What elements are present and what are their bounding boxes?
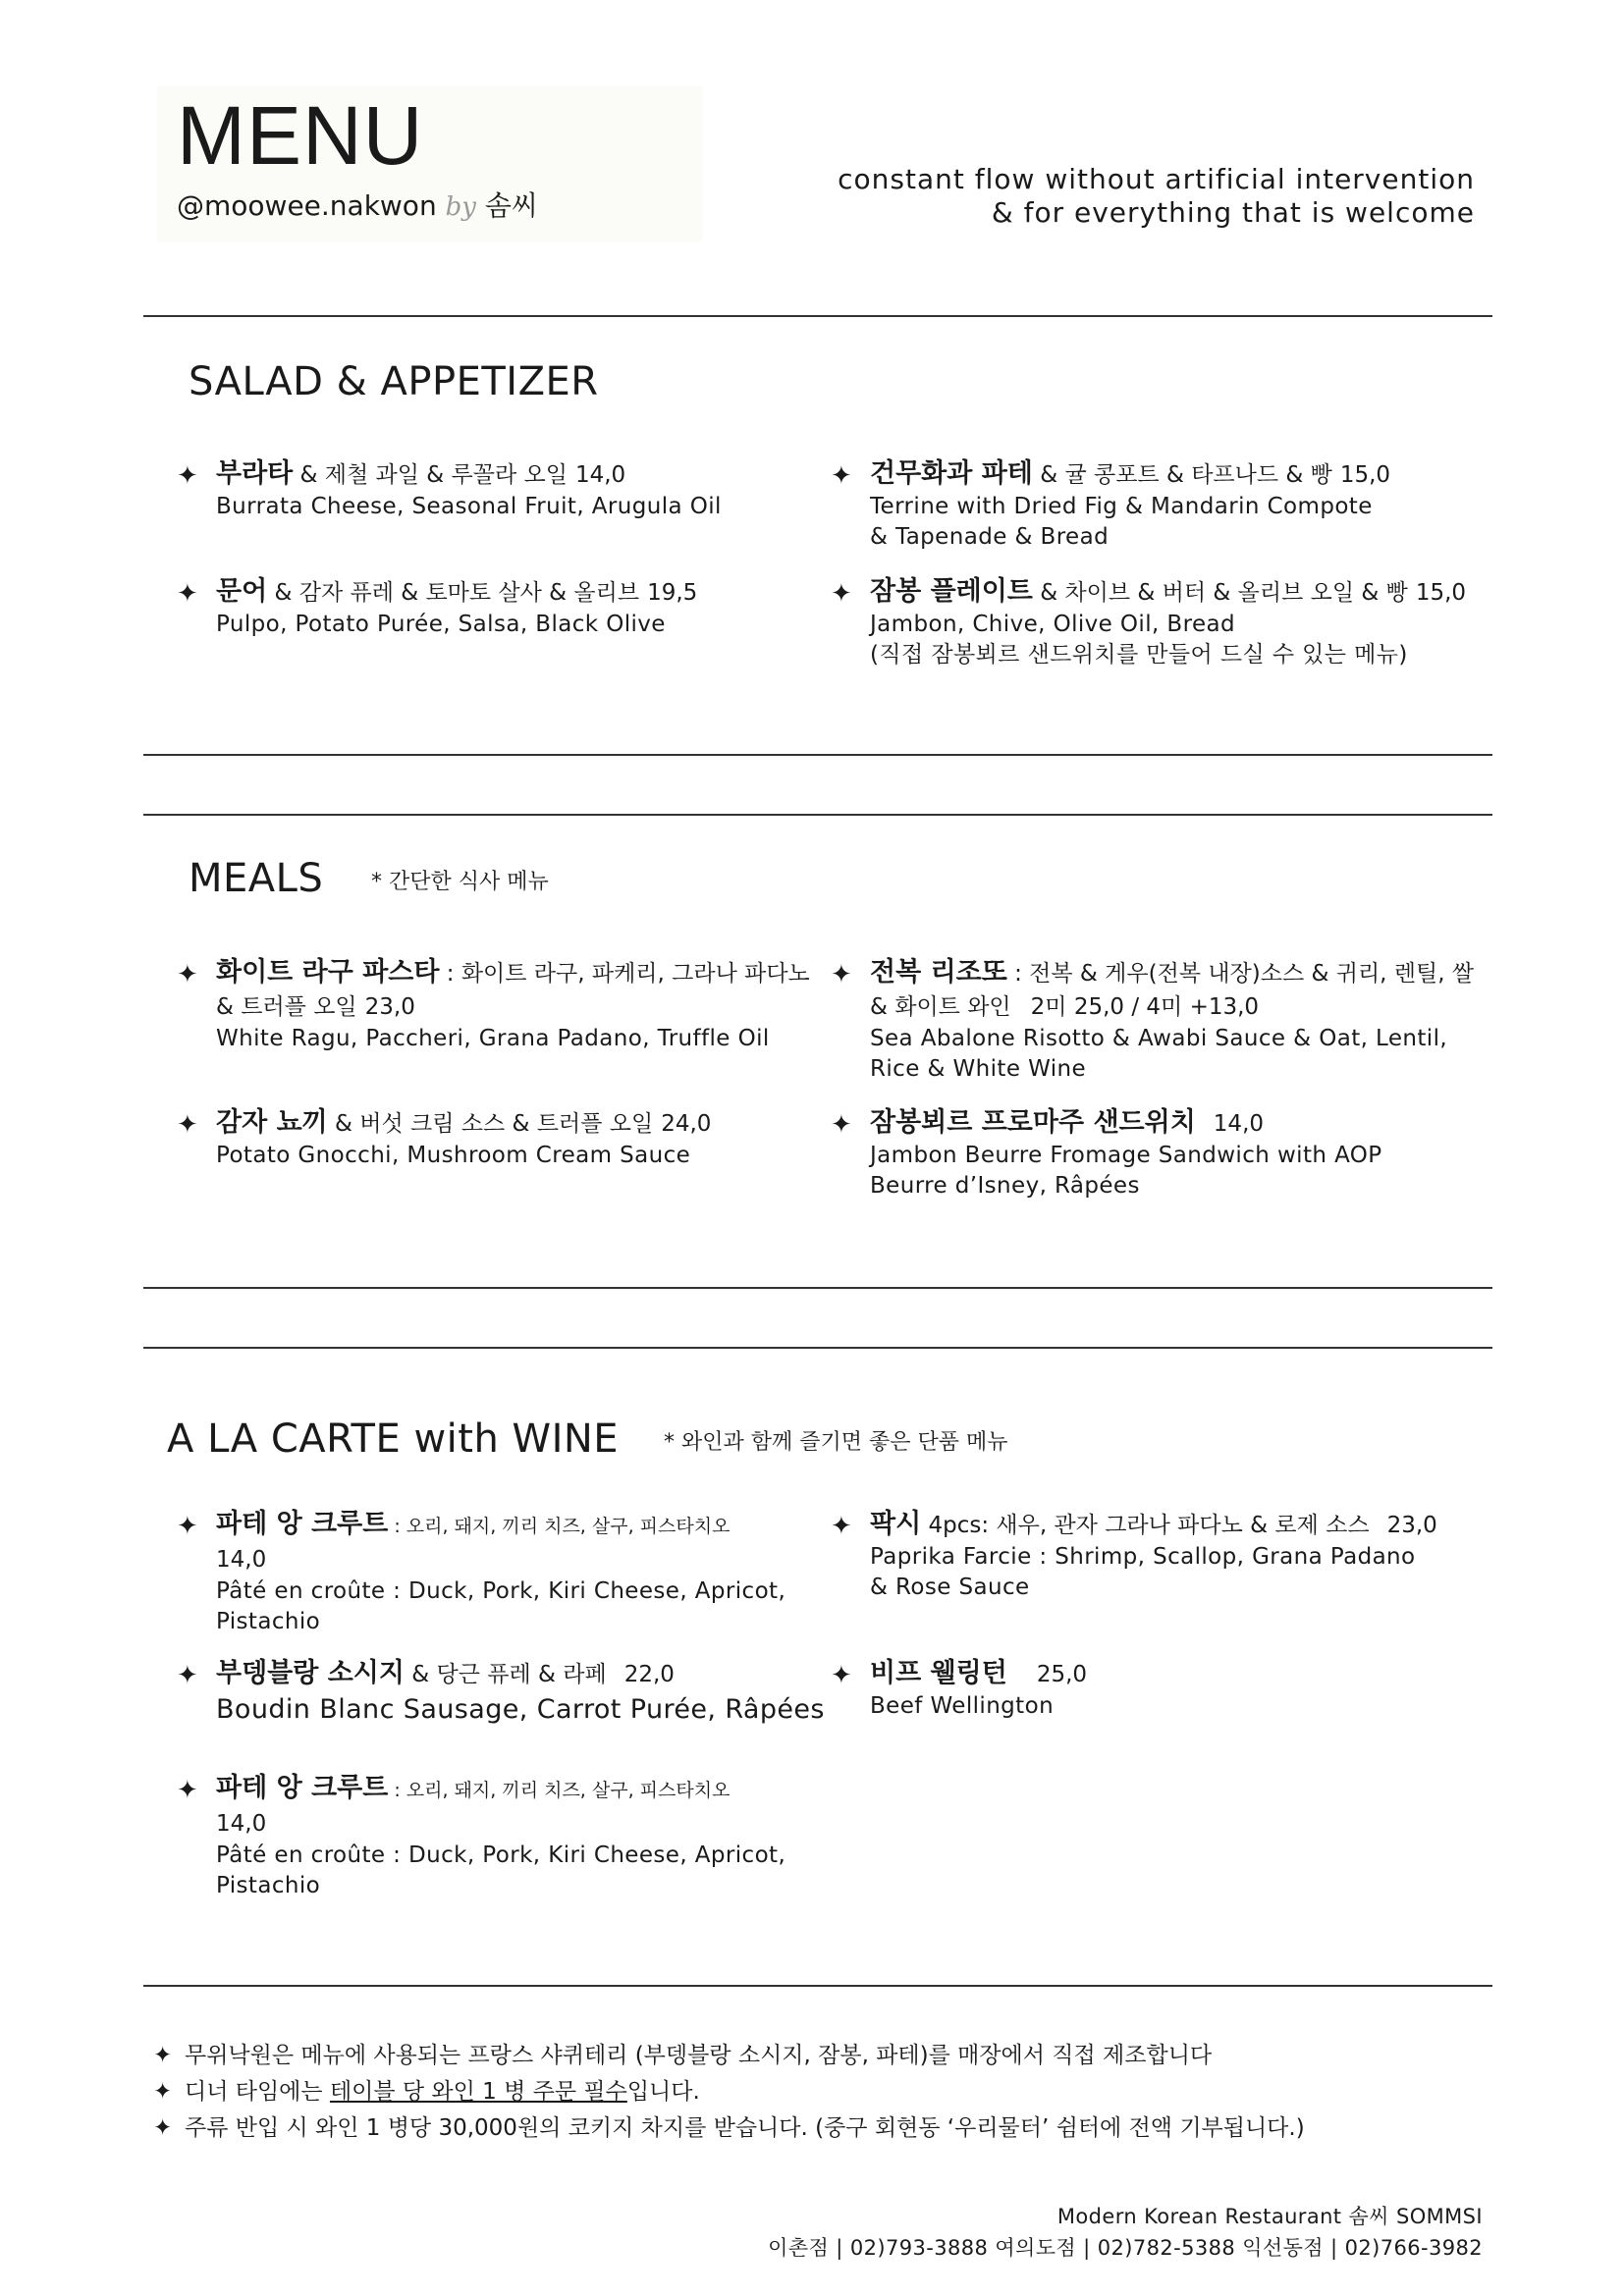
item-name: 파테 앙 크루트 (216, 1773, 389, 1803)
section-note-alacarte: * 와인과 함께 즐기면 좋은 단품 메뉴 (664, 1430, 1008, 1455)
item-name: 파테 앙 크루트 (216, 1509, 389, 1539)
item-price: 2미 25,0 / 4미 +13,0 (1030, 994, 1260, 1020)
bullet-star-icon: ✦ (177, 1661, 198, 1690)
item-name: 건무화과 파테 (870, 458, 1033, 489)
item-en-desc: Pâté en croûte : Duck, Pork, Kiri Cheese, Apricot, (216, 1842, 786, 1868)
item-ko-desc: : 화이트 라구, 파케리, 그라나 파다노 (439, 961, 810, 987)
menu-item (177, 1772, 825, 1901)
brand-name: 솜씨 (484, 189, 538, 222)
item-price: 14,0 (574, 462, 626, 488)
item-ko-desc-2: & 화이트 와인 (870, 994, 1011, 1020)
item-price: 25,0 (1036, 1662, 1088, 1687)
menu-item (177, 956, 825, 1054)
item-ko-desc: : 전복 & 게우(전복 내장)소스 & 귀리, 렌틸, 쌀 (1006, 961, 1475, 987)
menu-item (831, 1508, 1498, 1603)
note-text: 주류 반입 시 와인 1 병당 30,000원의 코키지 차지를 받습니다. (중구 회현동 ‘우리물터’ 쉼터에 전액 기부됩니다.) (185, 2115, 1305, 2141)
item-name: 부라타 (216, 458, 294, 489)
item-ko-desc-2: & 트러플 오일 (216, 994, 357, 1020)
menu-item (831, 956, 1498, 1085)
tagline-line-2: & for everything that is welcome (991, 196, 1475, 229)
footer (768, 2201, 1483, 2264)
footer-restaurant: Modern Korean Restaurant 솜씨 SOMMSI (1056, 2205, 1483, 2228)
note-text-underlined: 테이블 당 와인 1 병 주문 필수 (329, 2079, 627, 2105)
item-ko-desc: & 버섯 크림 소스 & 트러플 오일 (327, 1111, 654, 1137)
item-name: 잠봉 플레이트 (870, 576, 1033, 607)
item-en-desc: Pulpo, Potato Purée, Salsa, Black Olive (216, 612, 666, 637)
bullet-star-icon: ✦ (177, 1110, 198, 1140)
item-en-desc: Jambon, Chive, Olive Oil, Bread (870, 612, 1235, 637)
item-en-desc: Burrata Cheese, Seasonal Fruit, Arugula Oil (216, 494, 722, 519)
item-price: 23,0 (364, 994, 415, 1020)
item-name: 문어 (216, 576, 268, 607)
item-ko-desc: 4pcs: 새우, 관자 그라나 파다노 & 로제 소스 (921, 1513, 1370, 1538)
menu-item (177, 1508, 825, 1637)
item-name: 비프 웰링턴 (870, 1658, 1007, 1688)
handle-text: @moowee.nakwon (177, 189, 437, 222)
instagram-handle (177, 189, 538, 222)
bullet-star-icon: ✦ (831, 1512, 852, 1541)
menu-item (177, 457, 825, 522)
item-price: 14,0 (1213, 1111, 1265, 1137)
item-en-desc: Sea Abalone Risotto & Awabi Sauce & Oat, Lentil, (870, 1026, 1448, 1051)
bullet-star-icon: ✦ (153, 2079, 173, 2105)
item-en-desc: Jambon Beurre Fromage Sandwich with AOP (870, 1143, 1382, 1168)
item-name: 감자 뇨끼 (216, 1107, 328, 1138)
note-line (153, 2038, 1305, 2074)
divider (143, 1347, 1492, 1349)
menu-item (831, 575, 1498, 670)
note-text: 무위낙원은 메뉴에 사용되는 프랑스 샤퀴테리 (부뎅블랑 소시지, 잠봉, 파테)를 매장에서 직접 제조합니다 (185, 2043, 1213, 2068)
divider (143, 1985, 1492, 1987)
item-en-desc-2: & Rose Sauce (870, 1575, 1030, 1600)
item-en-desc-2: Beurre d’Isney, Râpées (870, 1173, 1140, 1199)
item-en-desc-2: (직접 잠봉뵈르 샌드위치를 만들어 드실 수 있는 메뉴) (870, 642, 1408, 667)
by-text: by (445, 192, 476, 222)
item-price: 15,0 (1415, 580, 1467, 606)
divider (143, 814, 1492, 816)
item-ko-desc: & 차이브 & 버터 & 올리브 오일 & 빵 (1032, 580, 1408, 606)
item-en-desc-2: Pistachio (216, 1873, 321, 1898)
item-en-desc: Beef Wellington (870, 1693, 1055, 1719)
note-text: 입니다. (626, 2079, 700, 2105)
bullet-star-icon: ✦ (177, 1776, 198, 1805)
item-en-desc: Potato Gnocchi, Mushroom Cream Sauce (216, 1143, 691, 1168)
section-title-alacarte: A LA CARTE with WINE (167, 1416, 620, 1462)
house-notes (153, 2038, 1305, 2147)
bullet-star-icon: ✦ (153, 2115, 173, 2141)
item-name: 팍시 (870, 1509, 922, 1539)
bullet-star-icon: ✦ (831, 960, 852, 989)
item-ko-desc: : 오리, 돼지, 끼리 치즈, 살구, 피스타치오 (388, 1780, 731, 1801)
item-ko-desc: & 제철 과일 & 루꼴라 오일 (293, 462, 568, 488)
menu-logo: MENU (177, 89, 424, 182)
tagline (838, 163, 1475, 230)
bullet-star-icon: ✦ (831, 1661, 852, 1690)
item-price: 14,0 (216, 1811, 267, 1837)
item-price: 19,5 (647, 580, 698, 606)
item-ko-desc: & 귤 콩포트 & 타프나드 & 빵 (1032, 462, 1332, 488)
tagline-line-1: constant flow without artificial intervention (838, 163, 1475, 195)
section-title-meals: MEALS (189, 856, 324, 901)
section-note-meals: * 간단한 식사 메뉴 (371, 870, 549, 894)
item-ko-desc: & 감자 퓨레 & 토마토 살사 & 올리브 (267, 580, 640, 606)
item-name: 화이트 라구 파스타 (216, 957, 440, 988)
section-title-salad: SALAD & APPETIZER (189, 359, 599, 404)
note-line (153, 2110, 1305, 2147)
item-price: 24,0 (661, 1111, 712, 1137)
bullet-star-icon: ✦ (177, 461, 198, 491)
bullet-star-icon: ✦ (177, 1512, 198, 1541)
bullet-star-icon: ✦ (831, 1110, 852, 1140)
item-en-desc-2: Pistachio (216, 1609, 321, 1634)
bullet-star-icon: ✦ (831, 579, 852, 609)
bullet-star-icon: ✦ (153, 2043, 173, 2068)
divider (143, 315, 1492, 317)
item-ko-desc: : 오리, 돼지, 끼리 치즈, 살구, 피스타치오 (388, 1516, 731, 1537)
divider (143, 1287, 1492, 1289)
note-text: 디너 타임에는 (185, 2079, 330, 2105)
bullet-star-icon: ✦ (177, 960, 198, 989)
item-name: 전복 리조또 (870, 957, 1007, 988)
footer-branches: 이촌점 | 02)793-3888 여의도점 | 02)782-5388 익선동점 | 02)766-3982 (768, 2236, 1483, 2260)
item-en-desc: Pâté en croûte : Duck, Pork, Kiri Cheese, Apricot, (216, 1578, 786, 1604)
note-line (153, 2074, 1305, 2110)
item-en-desc-2: Rice & White Wine (870, 1056, 1087, 1082)
menu-item (177, 1106, 825, 1171)
menu-item (831, 457, 1479, 553)
menu-item (177, 575, 825, 640)
item-en-desc: Terrine with Dried Fig & Mandarin Compote (870, 494, 1373, 519)
bullet-star-icon: ✦ (831, 461, 852, 491)
menu-item (831, 1657, 1479, 1722)
item-price: 22,0 (623, 1662, 675, 1687)
item-price: 14,0 (216, 1547, 267, 1573)
menu-item (177, 1657, 844, 1729)
item-ko-desc: & 당근 퓨레 & 라페 (404, 1662, 607, 1687)
item-en-desc: Boudin Blanc Sausage, Carrot Purée, Râpées (216, 1694, 825, 1725)
item-name: 잠봉뵈르 프로마주 샌드위치 (870, 1107, 1196, 1138)
divider (143, 754, 1492, 756)
item-price: 15,0 (1339, 462, 1391, 488)
item-name: 부뎅블랑 소시지 (216, 1658, 405, 1688)
item-en-desc: White Ragu, Paccheri, Grana Padano, Truffle Oil (216, 1026, 770, 1051)
item-price: 23,0 (1386, 1513, 1437, 1538)
item-en-desc: Paprika Farcie : Shrimp, Scallop, Grana Padano (870, 1544, 1416, 1570)
bullet-star-icon: ✦ (177, 579, 198, 609)
item-en-desc-2: & Tapenade & Bread (870, 524, 1110, 550)
menu-item (831, 1106, 1479, 1201)
